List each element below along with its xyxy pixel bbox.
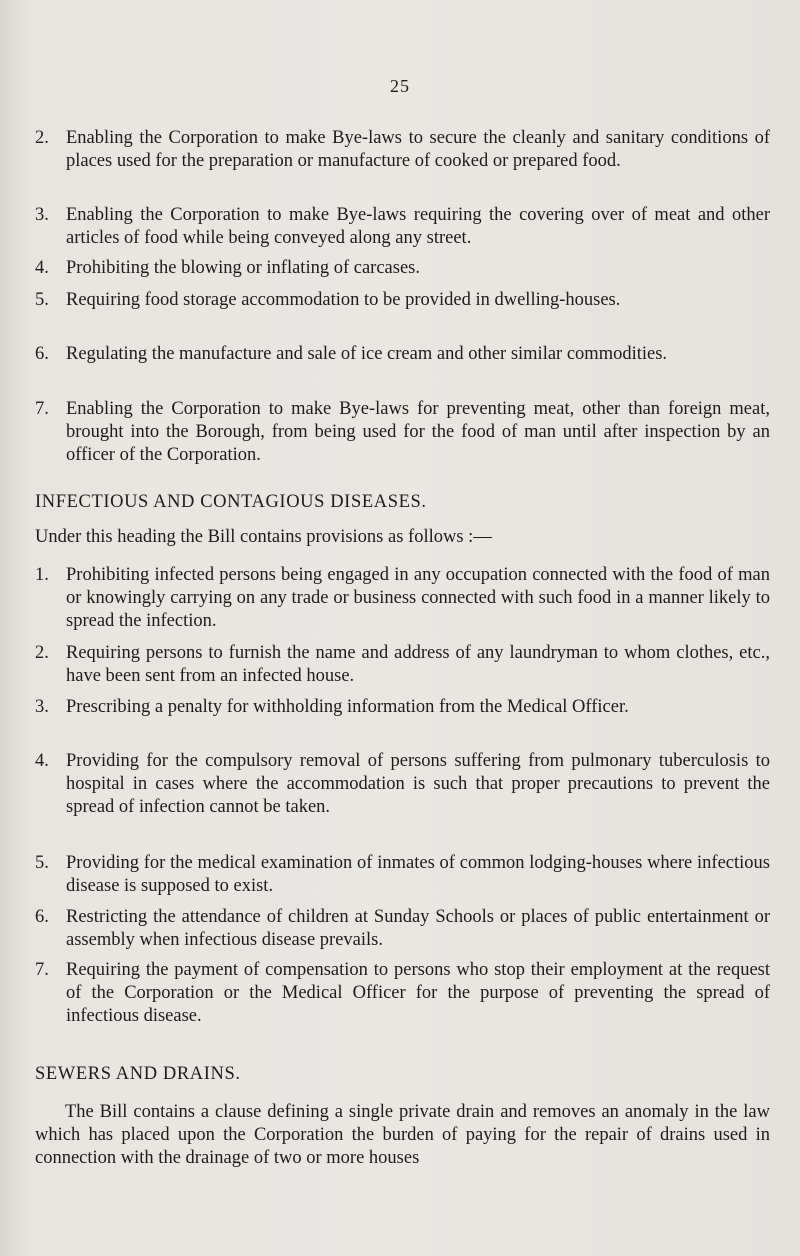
item-number: 3. — [35, 205, 49, 225]
section-heading-sewers: SEWERS AND DRAINS. — [35, 1064, 241, 1084]
item-text: Enabling the Corporation to make Bye-laws to secure the cleanly and sanitary conditions of places used for the preparation or manufacture of cooked or prepared food. — [66, 128, 770, 171]
list-item — [35, 257, 770, 280]
list-item — [35, 750, 770, 819]
list-item — [35, 343, 770, 366]
item-number: 4. — [35, 751, 49, 771]
item-text: Prohibiting the blowing or inflating of carcases. — [66, 258, 420, 278]
item-text: Requiring the payment of compensation to persons who stop their employment at the request of the Corporation or the Medical Officer for the purpose of preventing the spread of infectious disease. — [66, 960, 770, 1026]
list-item — [35, 289, 770, 312]
list-item — [35, 127, 770, 173]
list-item — [35, 906, 770, 952]
item-text: Providing for the compulsory removal of persons suffering from pulmonary tuberculosis to hospital in cases where the accommodation is such that proper precautions to prevent the spread of infection cannot be taken. — [66, 751, 770, 817]
item-number: 2. — [35, 128, 49, 148]
list-item — [35, 204, 770, 250]
item-number: 1. — [35, 565, 49, 585]
item-number: 3. — [35, 697, 49, 717]
item-number: 7. — [35, 960, 49, 980]
item-text: Restricting the attendance of children at Sunday Schools or places of public entertainment or assembly when infectious disease prevails. — [66, 907, 770, 950]
list-item — [35, 959, 770, 1028]
item-text: Enabling the Corporation to make Bye-laws requiring the covering over of meat and other articles of food while being conveyed along any street. — [66, 205, 770, 248]
item-number: 5. — [35, 853, 49, 873]
list-item — [35, 852, 770, 898]
section-heading-infectious: INFECTIOUS AND CONTAGIOUS DISEASES. — [35, 492, 427, 512]
item-text: Prohibiting infected persons being engaged in any occupation connected with the food of man or knowingly carrying on any trade or business connected with such food in a manner likely to spread the infection. — [66, 565, 770, 631]
item-number: 5. — [35, 290, 49, 310]
item-number: 4. — [35, 258, 49, 278]
sewers-paragraph: The Bill contains a clause defining a single private drain and removes an anomaly in the law which has placed upon the Corporation the burden of paying for the repair of drains used in connection with the drainage of two or more houses — [35, 1102, 770, 1168]
item-text: Prescribing a penalty for withholding information from the Medical Officer. — [66, 697, 629, 717]
list-item — [35, 642, 770, 688]
item-text: Enabling the Corporation to make Bye-laws for preventing meat, other than foreign meat, brought into the Borough, from being used for the food of man until after inspection by an officer of the Corporation. — [66, 399, 770, 465]
item-text: Providing for the medical examination of inmates of common lodging-houses where infectious disease is supposed to exist. — [66, 853, 770, 896]
item-number: 6. — [35, 344, 49, 364]
item-number: 6. — [35, 907, 49, 927]
section-intro: Under this heading the Bill contains provisions as follows :— — [35, 527, 492, 547]
list-item — [35, 398, 770, 467]
list-item — [35, 696, 770, 719]
item-text: Requiring food storage accommodation to be provided in dwelling-houses. — [66, 290, 621, 310]
item-number: 2. — [35, 643, 49, 663]
item-number: 7. — [35, 399, 49, 419]
page-number: 25 — [390, 76, 410, 96]
list-item — [35, 564, 770, 633]
item-text: Regulating the manufacture and sale of ice cream and other similar commodities. — [66, 344, 668, 364]
item-text: Requiring persons to furnish the name and address of any laundryman to whom clothes, etc., have been sent from an infected house. — [66, 643, 770, 686]
